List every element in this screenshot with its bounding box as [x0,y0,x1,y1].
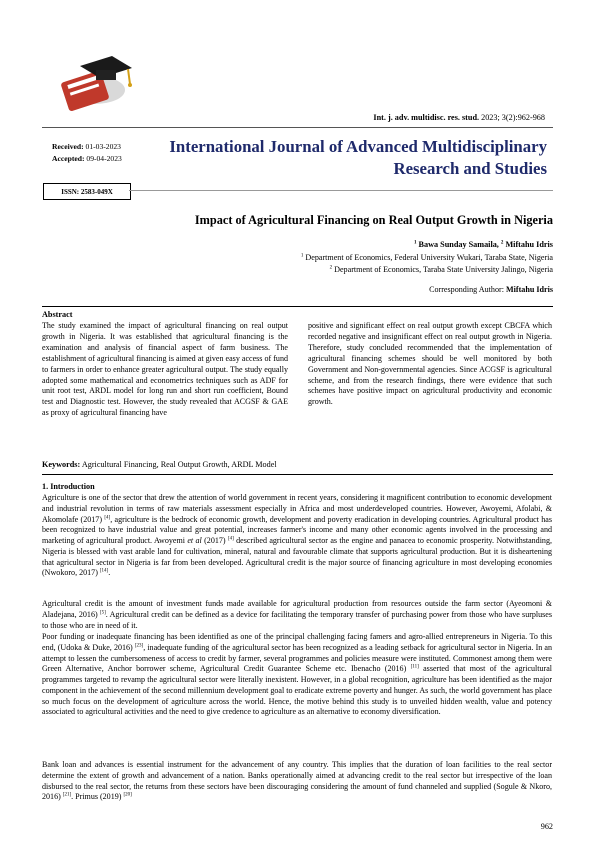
p4-text-b: . Primus (2019) [71,792,122,802]
p2-ref-a: [5] [99,610,106,616]
p3-text-c: asserted that most of the agricultural programmes targeted to revamp the agricultural sector were literally inexistent. However, in a global recognition, agriculture has been identified as the major component in the achievement of the second millennium development goal to eradicate extreme poverty and hunger. As such, the world government has place so much focus on the development of agriculture across the world. Hence, the motive behind this study is to unveiled hidden wealth, value and potency associated to agricultural activities and the need to give credence to agriculture as an alternative to economy diversification. [42,664,553,717]
author1-sup: 1 [414,240,417,246]
affiliation-2-sup: 2 [329,265,333,271]
p1-etal: et al [187,536,202,545]
header-rule [42,127,553,128]
p1-ref-d: [14] [99,568,109,574]
corresponding-name: Miftahu Idris [506,285,553,294]
dates-block [52,141,122,165]
p1-text-c: (2017) [204,536,226,545]
received-label: Received: [52,142,84,151]
citation-line [373,113,545,122]
keywords-label: Keywords: [42,460,81,469]
affiliation-2 [330,265,553,274]
corresponding-label: Corresponding Author: [429,285,504,294]
p4-ref-a: [21] [62,792,72,798]
p1-text-b: , agriculture is the bedrock of economic growth, development and poverty eradication in developing countries. Agricultural product has been recognized to have industrial value and great potential, increases farmer's income and many other economic agents involved in the processing and marketing of agricultural product. Awoyemi [42,514,552,545]
p1-text-e: . [108,568,111,578]
intro-paragraph-4 [42,760,552,803]
issn-text: ISSN: 2583-049X [61,187,113,196]
p2-text-a: Agricultural credit is the amount of investment funds made available for agricultural production from resources outside the farm sector (Ayeomoni & Aladejana, 2016) [42,599,552,619]
abstract-column-2: positive and significant effect on real output growth except CBCFA which recorded negative and insignificant effect on real output growth in Nigeria. Therefore, study concluded recommended that the implementation of agricultural financing schemes should be well monitored by both Government and Non-governmental agencies. Since ACGSF is agricultural scheme, and from the research findings, there were evidence that such schemes have positive impact on agricultural productivity and economic growth. [308,321,552,407]
abstract-column-1: The study examined the impact of agricultural financing on real output growth in Nigeria. It was established that agricultural financing is the examination and analysis of financial aspect of farm business. The establishment of agricultural financing is aimed at given easy access of fund to farmers in order to enhance greater agricultural output. The study equally adopted some mathematical and econometrics techniques such as ADF for unit root test, ARDL model for long run and short run coefficient, Bound test and Diagnostic test. However, the study revealed that ACGSF & GAE as proxy of agricultural financing have [42,321,288,418]
abstract-heading: Abstract [42,310,73,319]
section-heading-introduction: 1. Introduction [42,482,95,491]
p3-ref-a: [23] [134,643,144,649]
journal-title-line1: International Journal of Advanced Multidisciplinary [169,137,547,156]
graduation-cap-icon [50,48,140,118]
corresponding-author [429,285,553,294]
p4-ref-b: [20] [123,792,132,798]
author2: Miftahu Idris [505,240,553,249]
p3-text-b: , inadequate funding of the agricultural sector has been recognized as a leading setback for agricultural sector in Nigeria. In an attempt to lessen the cumbersomeness of access to credit by farmer, several programmes and policies measure were instituted. Commonest among them were Green Alternative, Anchor borrower scheme, Agricultural Credit Guarantee Scheme etc. Ibenacho (2016) [42,642,552,674]
intro-paragraph-1 [42,493,552,579]
citation-journal: Int. j. adv. multidisc. res. stud. [373,113,480,122]
paper-title: Impact of Agricultural Financing on Real Output Growth in Nigeria [194,213,553,227]
keywords-text: Agricultural Financing, Real Output Growth, ARDL Model [81,460,277,469]
abstract-rule [42,306,553,307]
intro-paragraph-3 [42,632,552,718]
affiliation-2-text: Department of Economics, Taraba State University Jalingo, Nigeria [334,265,553,274]
p1-ref-a: [4] [104,514,111,520]
affiliation-1-sup: 1 [300,253,304,259]
accepted-date: 09-04-2023 [86,154,122,163]
intro-paragraph-2 [42,599,552,631]
p1-text-d: described agricultural sector as the engine and panacea to economic prosperity. Notwithstanding, Nigeria is blessed with vast arable land for cultivation, mineral, natural and favourable climate that supports agricultural production. But it is disheartening that agricultural sector in Nigeria is far from been developed. Agricultural credit is the major source of financing agriculture in most developing economies (Nwokoro, 2017) [42,536,552,578]
p1-text-a: Agriculture is one of the sector that drew the attention of world government in recent years, considering it magnificent contribution to economic development and industrial revolution in terms of raw materials assessment especially in Africa and most underdeveloped countries. However, Awoyemi, Afolabi, & Akomolafe (2017) [42,493,552,524]
p1-ref-c: [4] [227,536,234,542]
p3-ref-b: [11] [410,664,419,670]
page-number: 962 [540,822,553,831]
author1: Bawa Sunday Samaila, [418,240,499,249]
issn-box [43,183,131,200]
affiliation-1 [301,253,553,262]
issn-rule [129,190,553,191]
keywords-rule [42,474,553,475]
citation-volume: 2023; 3(2):962-968 [481,113,545,122]
p2-text-b: . Agricultural credit can be defined as a device for facilitating the temporary transfer of purchasing power from those who have surpluses to those who are in need of it. [42,609,553,630]
author2-sup: 2 [500,240,504,246]
received-date: 01-03-2023 [85,142,121,151]
journal-title [127,136,547,180]
accepted-label: Accepted: [52,154,85,163]
affiliation-1-text: Department of Economics, Federal University Wukari, Taraba State, Nigeria [305,253,553,262]
p4-text-a: Bank loan and advances is essential instrument for the advancement of any country. This implies that the duration of loan facilities to the real sector determine the extent of growth and advancement of a nation. Banks operationally aimed at advancing credit to the real sector but irrespective of the loan disbursed to the real sector, the returns from these sectors have been discouraging considering the amount of fund channeled and supplied (Sogule & Nkoro, 2016) [42,760,552,802]
journal-logo [50,48,140,118]
p3-text-a: Poor funding or inadequate financing has been identified as one of the principal challenging facing famers and agro-allied entrepreneurs in Nigeria. To this end, (Udoka & Duke, 2016) [42,632,552,652]
journal-title-line2: Research and Studies [393,159,547,178]
keywords-line [42,460,277,469]
author-list [414,240,553,249]
